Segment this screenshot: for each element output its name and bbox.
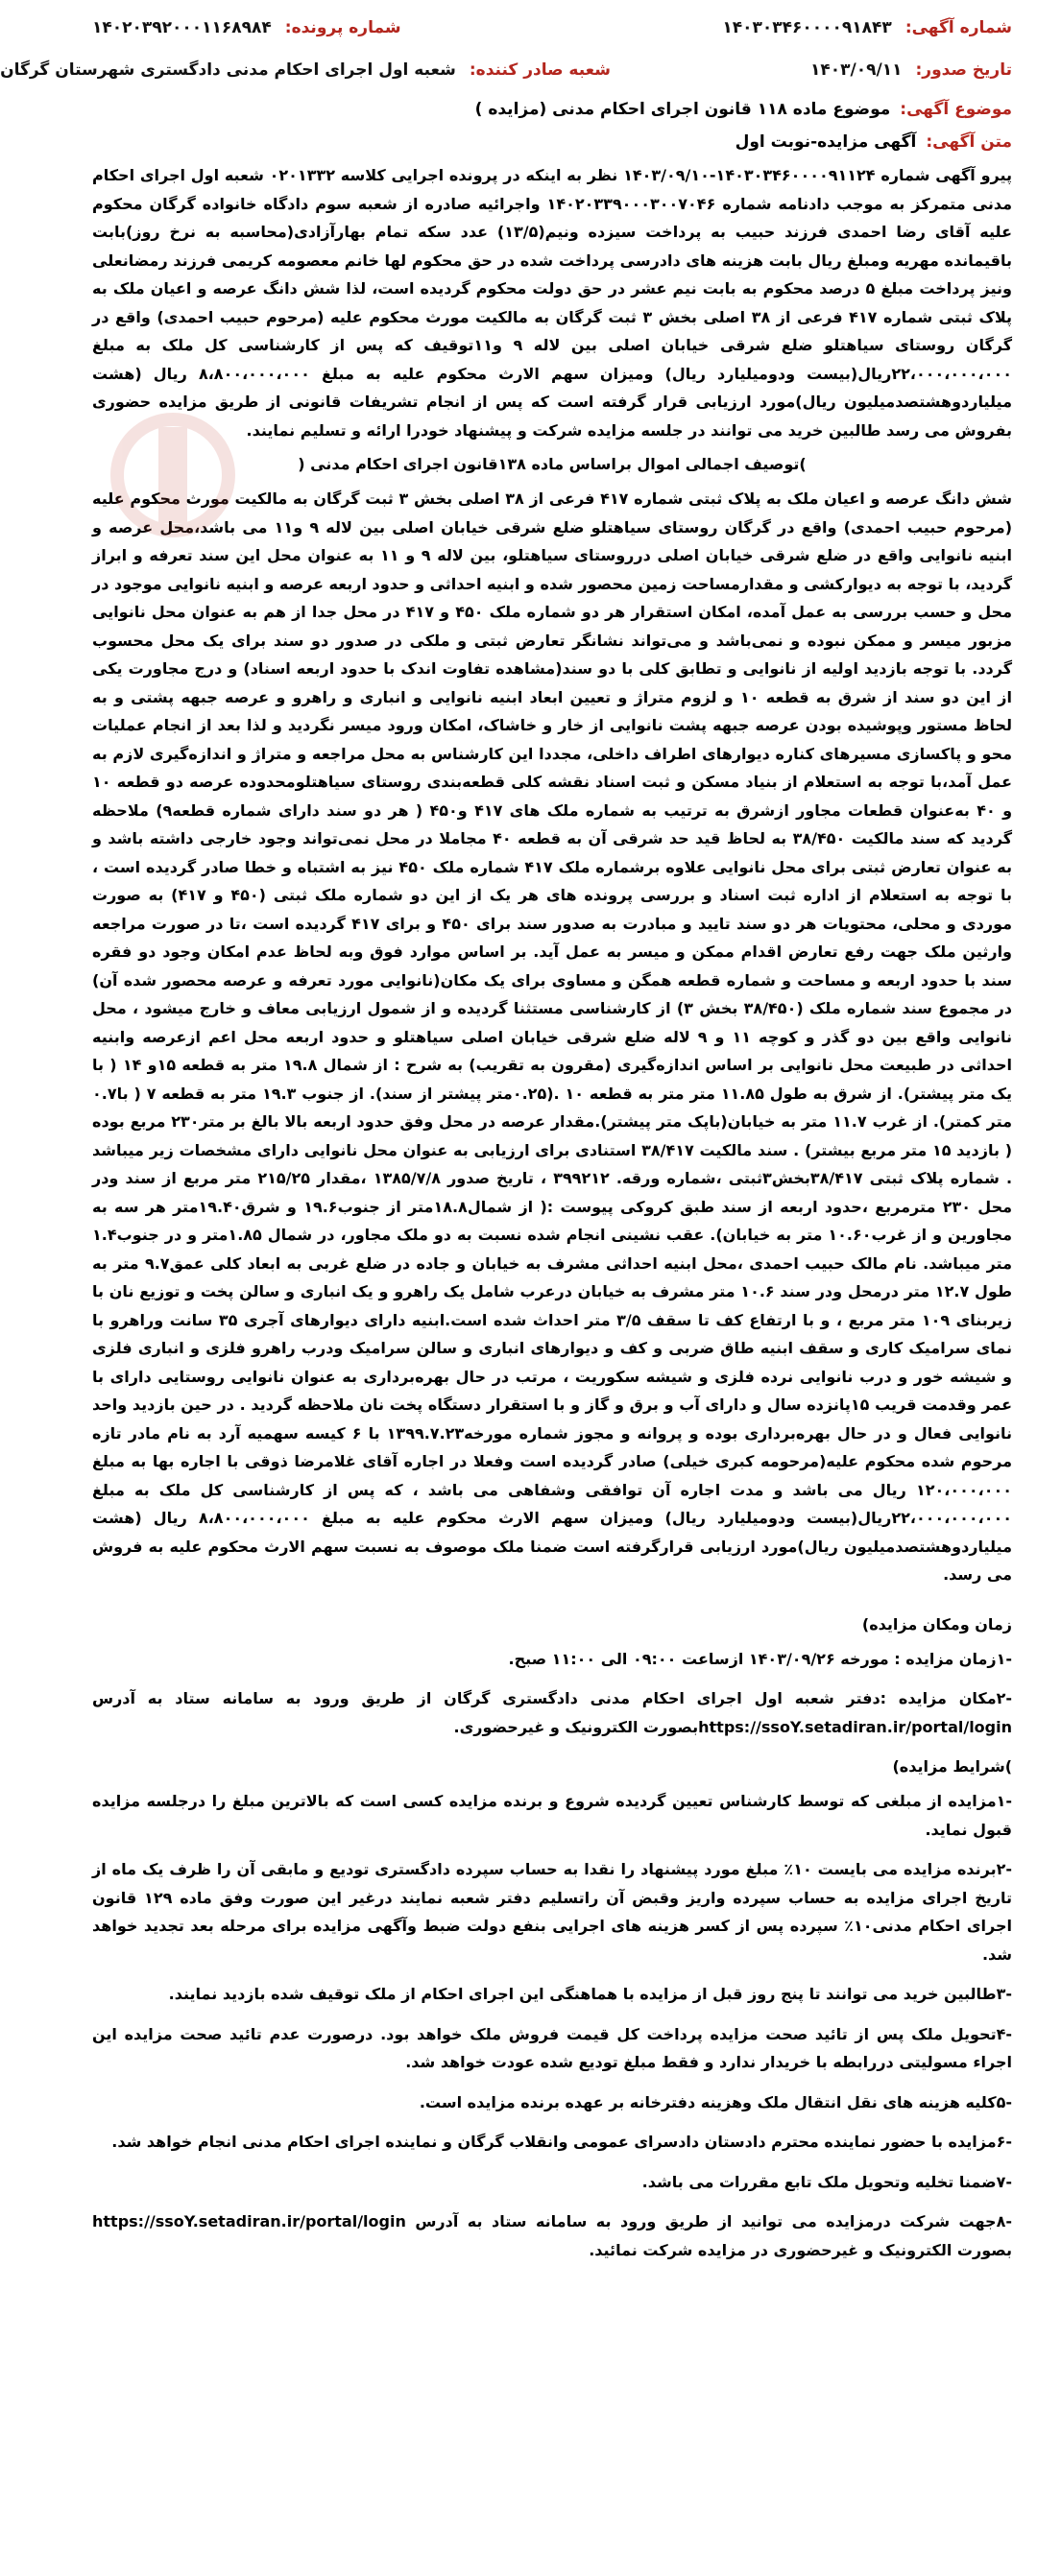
intro-paragraph: پیرو آگهی شماره ۱۴۰۳۰۳۴۶۰۰۰۰۹۱۱۲۴-۱۴۰۳/۰۹/۱۰ نظر به اینکه در پرونده اجرایی کلاسه ۰۲۰۱۳۳۲ شعبه اول اجرای احکام مدنی متمرکز به موجب دادنامه شماره ۱۴۰۲۰۳۳۹۰۰۰۳۰۰۷۰۴۶ واجرائیه صادره از شعبه سوم دادگاه خانواده گرگان محکوم علیه آقای رضا احمدی فرزند حبیب به پرداخت سیزده ونیم(۱۳/۵) عدد سکه تمام بهارآزادی(محاسبه به نرخ روز)بابت باقیمانده مهریه ومبلغ ریال بابت هزینه های دادرسی پرداخت شده در حق محکوم لها خانم معصومه کریمی فرزند رمضانعلی ونیز پرداخت مبلغ ۵ درصد محکوم به بابت نیم عشر در حق دولت محکوم گردیده است، لذا شش دانگ عرصه و اعیان ملک به پلاک ثبتی شماره ۴۱۷ فرعی از ۳۸ اصلی بخش ۳ ثبت گرگان به مالکیت مورث محکوم علیه (مرحوم حبیب احمدی) واقع در گرگان روستای سیاهتلو ضلع شرقی خیابان اصلی بین لاله ۹ و۱۱توقیف که پس از کارشناسی کل ملک به مبلغ ۲۲،۰۰۰،۰۰۰،۰۰۰ریال(بیست ودومیلیارد ریال) ومیزان سهم الارث محکوم علیه به مبلغ ۸،۸۰۰،۰۰۰،۰۰۰ ریال (هشت میلیاردوهشتصدمیلیون ریال)مورد ارزیابی قرار گرفته است که پس از انجام تشریفات قانونی از طریق مزایده حضوری بفروش می رسد طالبین خرید می توانند در جلسه مزایده شرکت و پیشنهاد خودرا ارائه و تسلیم نمایند.: [92, 166, 1013, 440]
issue-date: [810, 58, 1012, 83]
condition-item-6: -۶مزایده با حضور نماینده محترم دادستان دادسرای عمومی وانقلاب گرگان و نماینده اجرای احکام مدنی انجام خواهد شد.: [111, 2133, 1012, 2151]
ad-number: [722, 15, 1012, 40]
conditions-title: )شرایط مزایده): [892, 1757, 1012, 1776]
ad-subject-label: موضوع آگهی:: [900, 100, 1012, 119]
ad-subject: [92, 100, 1012, 119]
condition-item-3: -۳طالبین خرید می توانند تا پنج روز قبل از مزایده با هماهنگی این اجرای احکام از ملک توقیف شده بازدید نمایند.: [168, 1985, 1012, 2003]
place-item-tail: بصورت الکترونیک و غیرحضوری.: [453, 1717, 699, 1736]
condition-item-8-tail: بصورت الکترونیک و غیرحضوری در مزایده شرکت نمائید.: [589, 2240, 1012, 2259]
condition-item-8-url[interactable]: https://ssoY.setadiran.ir/portal/login: [92, 2212, 406, 2230]
case-number-value: ۱۴۰۲۰۳۹۲۰۰۰۱۱۶۸۹۸۴: [92, 18, 272, 37]
ad-number-label: شماره آگهی:: [904, 18, 1012, 37]
issuing-branch-value: شعبه اول اجرای احکام مدنی دادگستری شهرستان گرگان: [0, 60, 456, 80]
condition-item-4: -۴تحویل ملک پس از تائید صحت مزایده پرداخت کل قیمت فروش ملک خواهد بود. درصورت عدم تائید صحت مزایده این اجراء مسولیتی دررابطه با خریدار ندارد و فقط مبلغ تودیع شده عودت خواهد شد.: [92, 2024, 1012, 2071]
time-item: -۱زمان مزایده : مورخه ۱۴۰۳/۰۹/۲۶ ازساعت ۰۹:۰۰ الی ۱۱:۰۰ صبح.: [508, 1649, 1012, 1668]
condition-item-7: -۷ضمنا تخلیه وتحویل ملک تابع مقررات می باشد.: [641, 2172, 1012, 2191]
header-row-1: [92, 15, 1012, 40]
condition-item-1: -۱مزایده از مبلغی که توسط کارشناس تعیین گردیده شروع و برنده مزایده کسی است که بالاترین مبلغ را درجلسه مزایده قبول نماید.: [92, 1792, 1012, 1839]
issuing-branch: [0, 58, 611, 83]
condition-item-8-text: -۸جهت شرکت درمزایده می توانید از طریق ورود به سامانه ستاد به آدرس: [415, 2212, 1012, 2230]
place-item-url[interactable]: https://ssoY.setadiran.ir/portal/login: [698, 1717, 1012, 1736]
ad-number-value: ۱۴۰۳۰۳۴۶۰۰۰۰۹۱۸۴۳: [722, 18, 892, 37]
condition-item-2: -۲برنده مزایده می بایست ۱۰٪ مبلغ مورد پیشنهاد را نقدا به حساب سپرده دادگستری تودیع و مابقی آن را ظرف یک ماه از تاریخ اجرای مزایده به حساب سپرده واریز وقبض آن راتسلیم دفتر شعبه نمایند درغیر این صورت وفق ماده ۱۲۹ قانون اجرای احکام مدنی۱۰٪ سپرده پس از کسر هزینه های اجرایی بنفع دولت ضبط وآگهی مزایده برای مرحله بعد تجدید خواهد شد.: [92, 1860, 1013, 1964]
condition-item-8: [92, 2207, 1012, 2264]
ad-body-title: آگهی مزایده-نوبت اول: [735, 132, 917, 152]
ad-body-label: متن آگهی:: [926, 132, 1012, 152]
description-title: )توصیف اجمالی اموال براساس ماده ۱۳۸قانون اجرای احکام مدنی (: [298, 455, 807, 473]
place-item: [92, 1684, 1012, 1741]
header-row-2: [0, 58, 1012, 83]
ad-subject-value: موضوع ماده ۱۱۸ قانون اجرای احکام مدنی (مزایده ): [474, 100, 891, 119]
issue-date-value: ۱۴۰۳/۰۹/۱۱: [810, 60, 903, 80]
case-number: [92, 15, 401, 40]
issue-date-label: تاریخ صدور:: [915, 60, 1012, 80]
description-paragraph: شش دانگ عرصه و اعیان ملک به پلاک ثبتی شماره ۴۱۷ فرعی از ۳۸ اصلی بخش ۳ ثبت گرگان به مالکیت مورث محکوم علیه (مرحوم حبیب احمدی) واقع در گرگان روستای سیاهتلو ضلع شرقی خیابان اصلی بین لاله ۹ و۱۱ می باشد،محل عرصه و ابنیه نانوایی واقع در ضلع شرقی خیابان اصلی درروستای سیاهتلو، بین لاله ۹ و ۱۱ به عنوان محل این سند تعرفه و ابراز گردید، با توجه به دیوارکشی و مقدارمساحت زمین محصور شده و ابنیه احداثی و حدود اربعه عرصه و ابنیه نانوایی موجود در محل و حسب بررسی به عمل آمده، امکان استقرار هر دو شماره ملک ۴۵۰ و ۴۱۷ در محل جدا از هم به عنوان محل نانوایی مزبور میسر و ممکن نبوده و نمی‌باشد و می‌تواند نشانگر تعارض ثبتی و ملکی در صدور دو سند برای یک محل محسوب گردد. با توجه بازدید اولیه از نانوایی و تطابق کلی با دو سند(مشاهده تفاوت اندک با حدود اربعه اسناد) و درج مجاورت یکی از این دو سند از شرق به قطعه ۱۰ و لزوم متراژ و تعیین ابعاد ابنیه نانوایی و انباری و راهرو و عرصه جبهه پشتی و به لحاظ مستور وپوشیده بودن عرصه جبهه پشت نانوایی از خار و خاشاک، امکان ورود میسر نگردید و لذا بعد از انجام عملیات محو و پاکسازی مسیرهای کناره دیوارهای اطراف داخلی، مجددا این کارشناس به محل مراجعه و متراژ و اندازه‌گیری لازم به عمل آمد،با توجه به استعلام از بنیاد مسکن و ثبت اسناد نقشه کلی قطعه‌بندی روستای سیاهتلومحدوده عرصه دو قطعه ۱۰ و ۴۰ به‌عنوان قطعات مجاور ازشرق به ترتیب به شماره ملک های ۴۱۷ و۴۵۰ ( هر دو سند دارای شماره قطعه۹) ملاحظه گردید که سند مالکیت ۳۸/۴۵۰ به لحاظ قید حد شرقی آن به قطعه ۴۰ مجاملا در محل نمی‌تواند وجود خارجی داشته باشد و به عنوان تعارض ثبتی برای محل نانوایی علاوه برشماره ملک ۴۱۷ شماره ملک ۴۵۰ نیز به اشتباه و خطا صادر گردیده است ، با توجه به استعلام از اداره ثبت اسناد و بررسی پرونده های هر یک از این دو شماره ملک ثبتی (۴۵۰ و ۴۱۷) به صورت موردی و محلی، محتویات هر دو سند تایید و مبادرت به صدور سند برای ۴۵۰ و برای ۴۱۷ گردیده است ،تا در صورت مراجعه وارثین ملک جهت رفع تعارض اقدام ممکن و میسر به عمل آید. بر اساس موارد فوق وبه لحاظ عدم امکان وجود دو فقره سند با حدود اربعه و مساحت و شماره قطعه همگن و مساوی برای یک مکان(نانوایی مورد تعرفه و عرصه محصور شده آن) در مجموع سند شماره ملک (۳۸/۴۵۰ بخش ۳) از کارشناسی مستثنا گردیده و از شمول ارزیابی معاف و خارج میشود ، محل نانوایی واقع بین دو گذر و کوچه ۱۱ و ۹ لاله ضلع شرقی خیابان اصلی سیاهتلو و حدود اربعه محل اعم ازعرصه وابنیه احداثی در طبیعت محل نانوایی بر اساس اندازه‌گیری (مقرون به تقریب) به شرح : از شمال ۱۹.۸ متر به قطعه ۱۵و ۱۴ ( با یک متر پیشتر). از شرق به طول ۱۱.۸۵ متر متر به قطعه ۱۰ .(۰.۲۵متر پیشتر از سند). از جنوب ۱۹.۳ متر به قطعه ۷ ( با۰.۷ متر کمتر). از غرب ۱۱.۷ متر به خیابان(باپک متر پیشتر).مقدار عرصه در محل وفق حدود اربعه بالا بالغ بر متر۲۳۰ مربع بوده ( بازدید ۱۵ متر مربع بیشتر) . سند مالکیت ۳۸/۴۱۷ استنادی برای ارزیابی به عنوان محل نانوایی دارای مشخصات زیر میباشد . شماره پلاک ثبتی ۳۸/۴۱۷بخش۳ثبتی ،شماره ورقه. ۳۹۹۲۱۲ ، تاریخ صدور ۱۳۸۵/۷/۸ ،مقدار ۲۱۵/۲۵ متر مربع از سند ودر محل ۲۳۰ مترمربع ،حدود اربعه از سند طبق کروکی پیوست :( از شمال۱۸.۸متر از جنوب۱۹.۶ و شرق۱۹.۴۰متر هر سه به مجاورین و از غرب۱۰.۶۰ متر به خیابان). عقب نشینی انجام شده نسبت به دو ملک مجاور، در شمال ۱.۸۵متر و در جنوب۱.۴ متر میباشد. نام مالک حبیب احمدی ،محل ابنیه احداثی مشرف به خیابان و جاده در ضلع غربی به ابعاد کلی عمق۹.۷ متر به طول ۱۲.۷ متر درمحل ودر سند ۱۰.۶ متر مشرف به خیابان درعرب شامل یک راهرو و یک انباری و سالن پخت و توزیع نان با زیربنای ۱۰۹ متر مربع ، و با ارتفاع کف تا سقف ۳/۵ متر احداث شده است.ابنیه دارای دیوارهای آجری ۳۵ سانت وراهرو با نمای سرامیک کاری و سقف ابنیه طاق ضربی و کف و دیوارهای انباری و سالن سرامیک ودرب راهرو فلزی و انباری فلزی و شیشه خور و درب نانوایی نرده فلزی و شیشه سکوریت ، مرتب در حال بهره‌برداری به عنوان نانوایی روستایی دارای با عمر وقدمت قریب ۱۵پانزده سال و دارای آب و برق و گاز و با استقرار دستگاه پخت نان ملاحظه گردید . در حین بازدید واحد نانوایی فعال و در حال بهره‌برداری بوده و پروانه و مجوز شماره مورخه۱۳۹۹.۷.۲۳ با ۶ کیسه سهمیه آرد به نام مادر تازه مرحوم شده محکوم علیه(مرحومه کبری خیلی) صادر گردیده است وفعلا در اجاره آقای غلامرضا ذوقی با اجاره بها به مبلغ ۱۲۰،۰۰۰،۰۰۰ ریال می باشد و مدت اجاره آن توافقی وشفاهی می باشد ، که پس از کارشناسی کل ملک به مبلغ ۲۲،۰۰۰،۰۰۰،۰۰۰ریال(بیست ودومیلیارد ریال) ومیزان سهم الارث محکوم علیه به مبلغ ۸،۸۰۰،۰۰۰،۰۰۰ ریال (هشت میلیاردوهشتصدمیلیون ریال)مورد ارزیابی قرارگرفته است ضمنا ملک موصوف به نسبت سهم الارث محکوم علیه به فروش می رسد.: [92, 489, 1013, 1584]
time-place-title: زمان ومکان مزایده): [861, 1614, 1012, 1634]
condition-item-5: -۵کلیه هزینه های نقل انتقال ملک وهزینه دفترخانه بر عهده برنده مزایده است.: [419, 2092, 1012, 2111]
ad-body-head: [92, 132, 1012, 152]
case-number-label: شماره پرونده:: [284, 18, 401, 37]
issuing-branch-label: شعبه صادر کننده:: [469, 60, 611, 80]
place-item-text: -۲مکان مزایده :دفتر شعبه اول اجرای احکام مدنی دادگستری گرگان از طریق ورود به سامانه ستاد به آدرس: [92, 1689, 1012, 1707]
